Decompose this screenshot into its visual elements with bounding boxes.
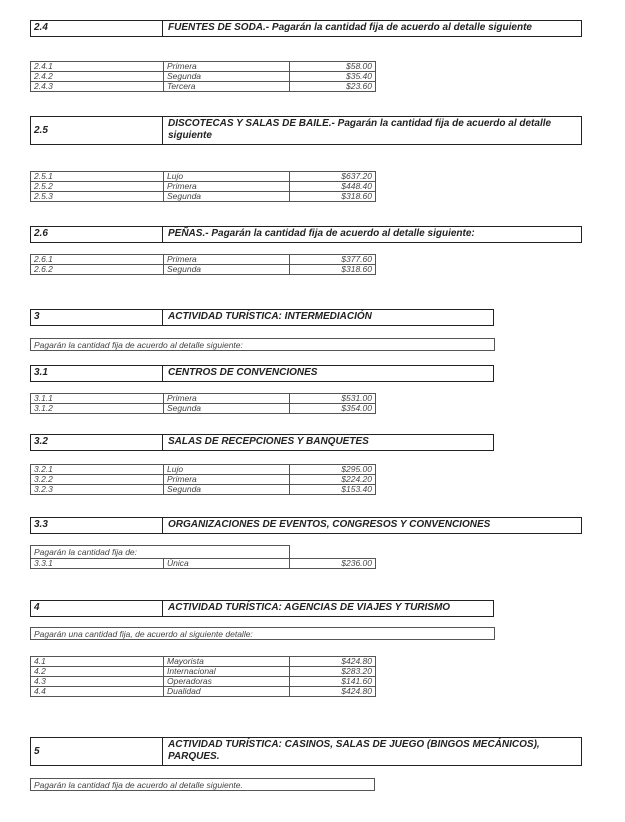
header-divider (162, 227, 163, 242)
item-category: Mayorista (164, 657, 290, 667)
item-amount: $377.60 (290, 255, 376, 265)
section-title: ACTIVIDAD TURÍSTICA: INTERMEDIACIÓN (168, 311, 372, 322)
item-code: 3.2.3 (31, 485, 164, 495)
section-title: DISCOTECAS Y SALAS DE BAILE.- Pagarán la cantidad fija de acuerdo al detalle siguiente (168, 118, 552, 141)
section-header-3 (30, 309, 494, 326)
item-amount: $295.00 (290, 465, 376, 475)
table-row (31, 72, 376, 82)
section-header-2-5 (30, 116, 582, 145)
section-header-4 (30, 600, 494, 617)
table-row (31, 687, 376, 697)
item-code: 2.4.2 (31, 72, 164, 82)
section-note-3-3: Pagarán la cantidad fija de: (30, 545, 290, 558)
table-row (31, 394, 376, 404)
item-amount: $58.00 (290, 62, 376, 72)
header-divider (162, 117, 163, 144)
item-amount: $318.60 (290, 192, 376, 202)
section-title: ACTIVIDAD TURÍSTICA: AGENCIAS DE VIAJES Y TURISMO (168, 602, 451, 613)
item-category: Primera (164, 475, 290, 485)
table-row (31, 62, 376, 72)
header-divider (162, 366, 163, 381)
section-title: ACTIVIDAD TURÍSTICA: CASINOS, SALAS DE JUEGO (BINGOS MECÁNICOS), PARQUES. (168, 739, 540, 762)
item-code: 2.5.2 (31, 182, 164, 192)
section-header-3-2 (30, 434, 494, 451)
table-row (31, 82, 376, 92)
item-amount: $35.40 (290, 72, 376, 82)
item-amount: $448.40 (290, 182, 376, 192)
item-amount: $153.40 (290, 485, 376, 495)
section-header-5 (30, 737, 582, 766)
section-header-2-6 (30, 226, 582, 243)
item-amount: $224.20 (290, 475, 376, 485)
section-header-3-3 (30, 517, 582, 534)
rates-table-2-5 (30, 171, 376, 202)
section-header-2-4 (30, 20, 582, 37)
rates-table-3-2 (30, 464, 376, 495)
item-amount: $23.60 (290, 82, 376, 92)
item-code: 3.1.2 (31, 404, 164, 414)
section-code: 3.2 (34, 436, 48, 447)
item-category: Única (164, 559, 290, 569)
item-category: Dualidad (164, 687, 290, 697)
item-category: Primera (164, 255, 290, 265)
header-divider (162, 435, 163, 450)
table-row (31, 485, 376, 495)
table-row (31, 667, 376, 677)
item-code: 4.4 (31, 687, 164, 697)
item-category: Internacional (164, 667, 290, 677)
header-divider (162, 21, 163, 36)
rates-table-3-1 (30, 393, 376, 414)
header-divider (162, 601, 163, 616)
item-category: Segunda (164, 192, 290, 202)
table-row (31, 255, 376, 265)
item-category: Operadoras (164, 677, 290, 687)
item-amount: $283.20 (290, 667, 376, 677)
item-category: Primera (164, 62, 290, 72)
item-code: 3.2.1 (31, 465, 164, 475)
section-code: 3.3 (34, 519, 48, 530)
header-divider (162, 310, 163, 325)
section-header-3-1 (30, 365, 494, 382)
rates-table-2-4 (30, 61, 376, 92)
item-category: Tercera (164, 82, 290, 92)
table-row (31, 465, 376, 475)
table-row (31, 475, 376, 485)
item-code: 2.4.3 (31, 82, 164, 92)
item-code: 2.5.1 (31, 172, 164, 182)
item-category: Segunda (164, 265, 290, 275)
item-amount: $424.80 (290, 657, 376, 667)
header-divider (162, 738, 163, 765)
table-row (31, 677, 376, 687)
rates-table-4 (30, 656, 376, 697)
section-code: 2.5 (34, 125, 48, 136)
table-row (31, 192, 376, 202)
section-title: SALAS DE RECEPCIONES Y BANQUETES (168, 436, 369, 447)
section-title: ORGANIZACIONES DE EVENTOS, CONGRESOS Y CONVENCIONES (168, 519, 491, 530)
item-code: 3.1.1 (31, 394, 164, 404)
item-amount: $637.20 (290, 172, 376, 182)
section-title: CENTROS DE CONVENCIONES (168, 367, 318, 378)
table-row (31, 657, 376, 667)
item-category: Lujo (164, 172, 290, 182)
item-category: Segunda (164, 485, 290, 495)
section-title: PEÑAS.- Pagarán la cantidad fija de acuerdo al detalle siguiente: (168, 228, 475, 239)
table-row (31, 182, 376, 192)
item-category: Lujo (164, 465, 290, 475)
item-code: 2.5.3 (31, 192, 164, 202)
item-amount: $236.00 (290, 559, 376, 569)
table-row (31, 559, 376, 569)
item-amount: $424.80 (290, 687, 376, 697)
item-amount: $141.60 (290, 677, 376, 687)
section-code: 3.1 (34, 367, 48, 378)
item-amount: $318.60 (290, 265, 376, 275)
section-code: 2.4 (34, 22, 48, 33)
item-category: Segunda (164, 404, 290, 414)
item-category: Segunda (164, 72, 290, 82)
section-code: 4 (34, 602, 40, 613)
item-code: 3.3.1 (31, 559, 164, 569)
table-row (31, 172, 376, 182)
item-code: 4.3 (31, 677, 164, 687)
section-code: 5 (34, 746, 40, 757)
section-code: 2.6 (34, 228, 48, 239)
section-code: 3 (34, 311, 40, 322)
item-code: 3.2.2 (31, 475, 164, 485)
section-note-4: Pagarán una cantidad fija, de acuerdo al siguiente detalle: (30, 627, 495, 640)
rates-table-2-6 (30, 254, 376, 275)
header-divider (162, 518, 163, 533)
item-code: 2.6.1 (31, 255, 164, 265)
section-note-3: Pagarán la cantidad fija de acuerdo al detalle siguiente: (30, 338, 495, 351)
table-row (31, 404, 376, 414)
item-code: 2.4.1 (31, 62, 164, 72)
item-code: 4.1 (31, 657, 164, 667)
section-note-5: Pagarán la cantidad fija de acuerdo al detalle siguiente. (30, 778, 375, 791)
item-amount: $354.00 (290, 404, 376, 414)
item-code: 2.6.2 (31, 265, 164, 275)
item-category: Primera (164, 182, 290, 192)
table-row (31, 265, 376, 275)
rates-table-3-3 (30, 558, 376, 569)
item-code: 4.2 (31, 667, 164, 677)
section-title: FUENTES DE SODA.- Pagarán la cantidad fija de acuerdo al detalle siguiente (168, 22, 532, 33)
item-category: Primera (164, 394, 290, 404)
item-amount: $531.00 (290, 394, 376, 404)
